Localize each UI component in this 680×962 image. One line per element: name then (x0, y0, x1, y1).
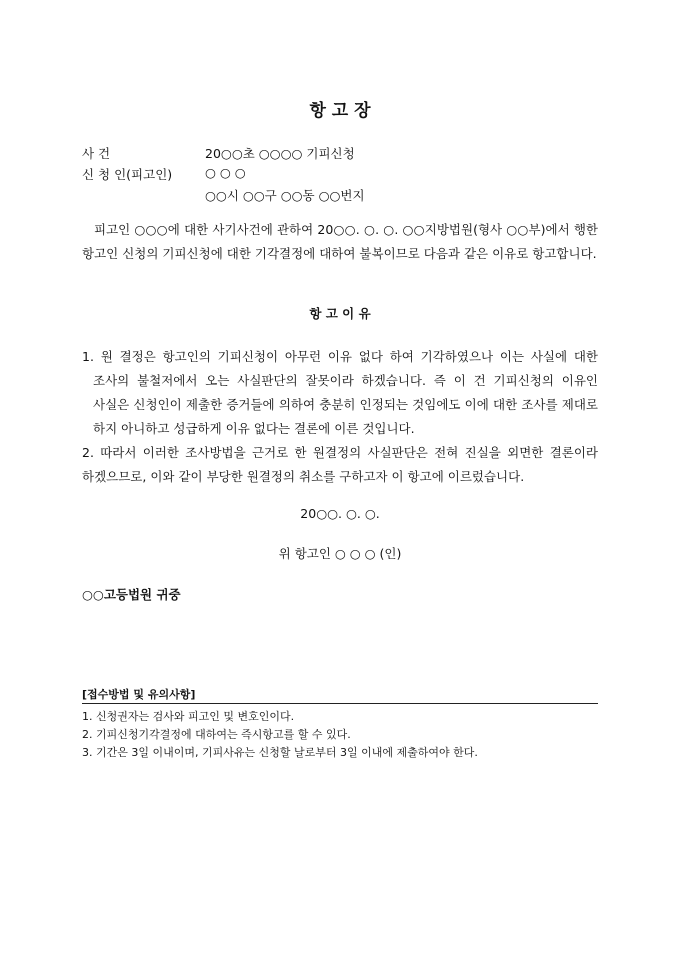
applicant-address: ○○시 ○○구 ○○동 ○○번지 (205, 188, 365, 203)
applicant-label: 신 청 인(피고인) (82, 167, 173, 182)
signature-line: 위 항고인 ○ ○ ○ (인) (278, 546, 402, 561)
note-item-3: 3. 기간은 3일 이내이며, 기피사유는 신청할 날로부터 3일 이내에 제출하여야 한다. (82, 746, 478, 759)
case-value: 20○○초 ○○○○ 기피신청 (205, 146, 355, 161)
reasons-title: 항 고 이 유 (309, 306, 371, 321)
note-item-2: 2. 기피신청기각결정에 대하여는 즉시항고를 할 수 있다. (82, 728, 351, 741)
reason-item-1: 1. 원 결정은 항고인의 기피신청이 아무런 이유 없다 하여 기각하였으나 이는 사실에 대한 조사의 불철저에서 오는 사실판단의 잘못이라 하겠습니다. 즉 이 건 기피신청의 이유인 사실은 신청인이 제출한 증거들에 의하여 충분히 인정되는 것임에도 이에 대한 조사를 제대로 하지 아니하고 성급하게 이유 없다는 결론에 이른 것입니다. (82, 349, 598, 436)
notes-divider (82, 703, 598, 704)
case-label: 사 건 (82, 146, 111, 161)
applicant-name: ○ ○ ○ (205, 165, 246, 180)
note-item-1: 1. 신청권자는 검사와 피고인 및 변호인이다. (82, 710, 295, 723)
reason-item-2: 2. 따라서 이러한 조사방법을 근거로 한 원결정의 사실판단은 전혀 진실을 외면한 결론이라 하겠으므로, 이와 같이 부당한 원결정의 취소를 구하고자 이 항고에 이르렀습니다. (82, 445, 598, 484)
intro-paragraph: 피고인 ○○○에 대한 사기사건에 관하여 20○○. ○. ○. ○○지방법원(형사 ○○부)에서 행한 항고인 신청의 기피신청에 대한 기각결정에 대하여 불복이므로 다음과 같은 이유로 항고합니다. (82, 222, 598, 261)
document-title: 항 고 장 (309, 101, 371, 121)
court-addressee: ○○고등법원 귀중 (82, 587, 181, 602)
notes-heading: [접수방법 및 유의사항] (82, 688, 196, 701)
document-date: 20○○. ○. ○. (300, 506, 380, 521)
